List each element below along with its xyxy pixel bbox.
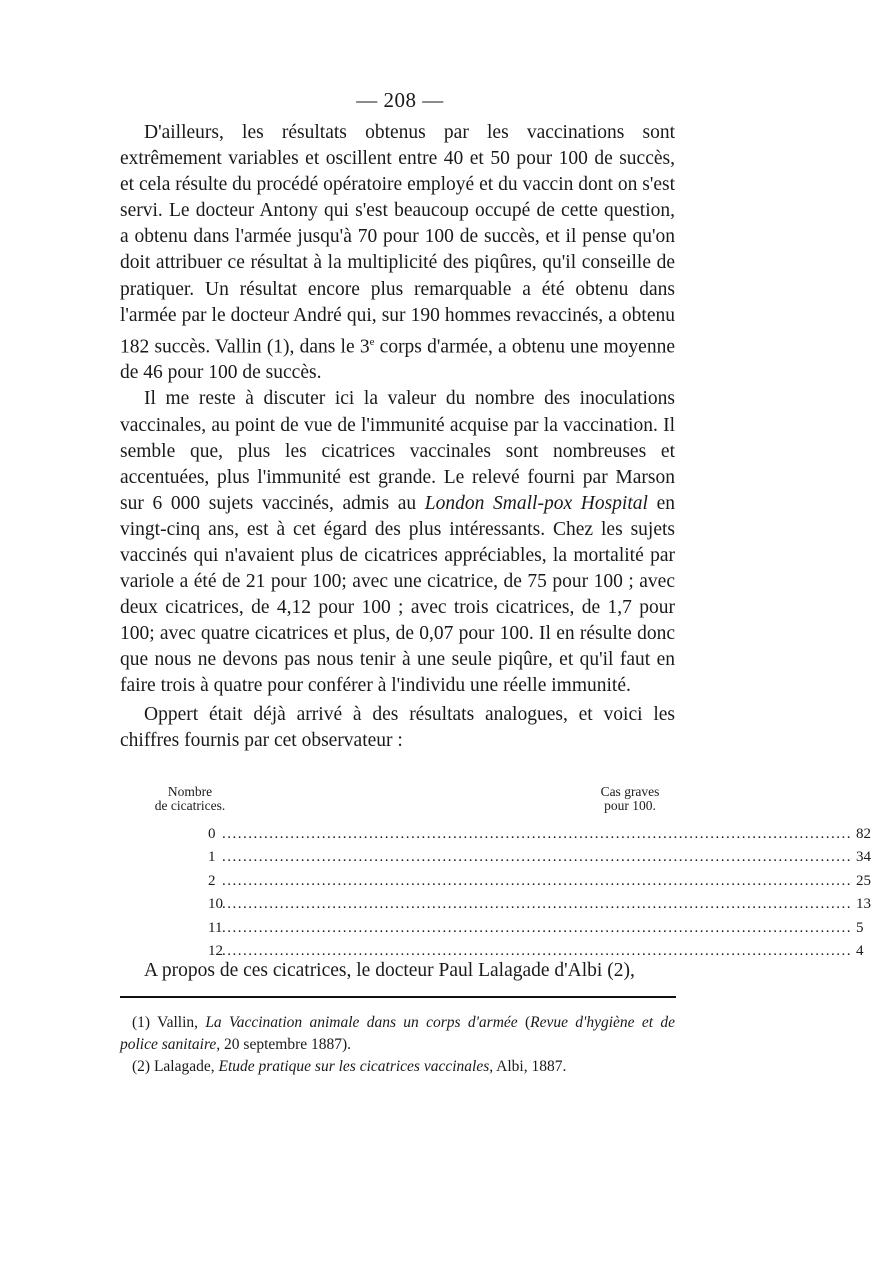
dot-leader: ........................................................................................................................ — [222, 942, 852, 959]
text-run: (2) Lalagade, — [132, 1058, 219, 1075]
paragraph — [120, 386, 675, 699]
table-row — [120, 870, 871, 893]
text-run: ( — [517, 1014, 531, 1031]
scar-count-cell: 10 — [208, 896, 223, 913]
text-run: 20 septembre 1887). — [220, 1036, 352, 1053]
text-run: Il me reste à discuter ici la valeur du nombre des inoculations vaccinales, au point de vue de l'immunité acquise par la vaccination. Il semble que, plus les cicatrices vaccinales sont nombreuses et accentuées, plus l'immunité est grande. Le relevé fourni par Marson sur 6 000 sujets vaccinés, admis au — [120, 388, 675, 514]
column-header-cases: Cas graves pour 100. — [600, 784, 660, 813]
dot-leader: ........................................................................................................................ — [222, 896, 852, 913]
scar-count-cell: 2 — [208, 872, 216, 889]
severe-cases-cell: 82 — [856, 826, 871, 842]
text-run: en vingt-cinq ans, est à cet égard des plus intéressants. Chez les sujets vaccinés qui n'avaient plus de cicatrices appréciables, la mortalité par variole a été de 21 pour 100; avec une cicatrice, de 75 pour 100 ; avec deux cicatrices, de 4,12 pour 100 ; avec trois cicatrices, de 1,7 pour 100; avec quatre cicatrices et plus, de 0,07 pour 100. Il en résulte donc que nous ne devons pas nous tenir à une seule piqûre, et qu'il faut en faire trois à quatre pour conférer à l'individu une réelle immunité. — [120, 492, 675, 697]
dot-leader: ........................................................................................................................ — [222, 919, 852, 936]
closing-line: A propos de ces cicatrices, le docteur Paul Lalagade d'Albi (2), — [144, 960, 635, 981]
table-row — [120, 917, 864, 940]
table-row — [120, 846, 871, 869]
italic-text: La Vaccination animale dans un corps d'armée — [205, 1014, 518, 1031]
footnote — [120, 1056, 675, 1078]
paragraph — [120, 702, 675, 754]
severe-cases-cell: 4 — [856, 942, 864, 959]
footnote-divider — [120, 996, 676, 998]
text-run: (1) Vallin, — [132, 1014, 206, 1031]
italic-text: Etude pratique sur les cicatrices vaccinales, — [218, 1058, 494, 1075]
severe-cases-cell: 5 — [856, 919, 864, 936]
dot-leader: ........................................................................................................................ — [222, 872, 852, 889]
dot-leader: ........................................................................................................................ — [222, 826, 852, 842]
severe-cases-cell: 25 — [856, 872, 871, 889]
text-run: corps d'armée, a obtenu une moyenne de 46 pour 100 de succès. — [120, 336, 675, 384]
superscript: e — [369, 335, 375, 348]
table-header — [120, 785, 675, 813]
body-text — [120, 120, 675, 754]
scar-count-cell: 12 — [208, 942, 223, 959]
dot-leader: ........................................................................................................................ — [222, 849, 852, 866]
text-run: D'ailleurs, les résultats obtenus par les vaccinations sont extrêmement variables et oscillent entre 40 et 50 pour 100 de succès, et cela résulte du procédé opératoire employé et du vaccin dont on s'est servi. Le docteur Antony qui s'est beaucoup occupé de cette question, a obtenu dans l'armée jusqu'à 70 pour 100 de succès, et il pense qu'on doit attribuer ce résultat à la multiplicité des piqûres, qu'il conseille de pratiquer. Un résultat encore plus remarquable a été obtenu dans l'armée par le docteur André qui, sur 190 hommes revaccinés, a obtenu 182 succès. Vallin (1), dans le 3 — [120, 122, 675, 358]
scar-count-cell: 0 — [208, 826, 216, 842]
footnote — [120, 1012, 675, 1056]
scar-count-cell: 1 — [208, 849, 216, 866]
text-run: Albi, 1887. — [493, 1058, 567, 1075]
table-row — [120, 893, 871, 916]
paragraph — [120, 120, 675, 386]
page-number: — 208 — — [356, 88, 444, 112]
table-row — [120, 823, 871, 846]
severe-cases-cell: 34 — [856, 849, 871, 866]
footnotes — [120, 1012, 675, 1078]
table-body — [120, 823, 871, 963]
scar-statistics-table — [120, 784, 871, 963]
column-header-scars: Nombre de cicatrices. — [154, 784, 226, 813]
text-run: Oppert était déjà arrivé à des résultats analogues, et voici les chiffres fournis par cet observateur : — [120, 703, 675, 751]
italic-text: London Small-pox Hospital — [424, 492, 648, 514]
italic-text: Revue d'hygiène et de police sanitaire, — [120, 1014, 675, 1053]
scar-count-cell: 11 — [208, 919, 223, 936]
severe-cases-cell: 13 — [856, 896, 871, 913]
